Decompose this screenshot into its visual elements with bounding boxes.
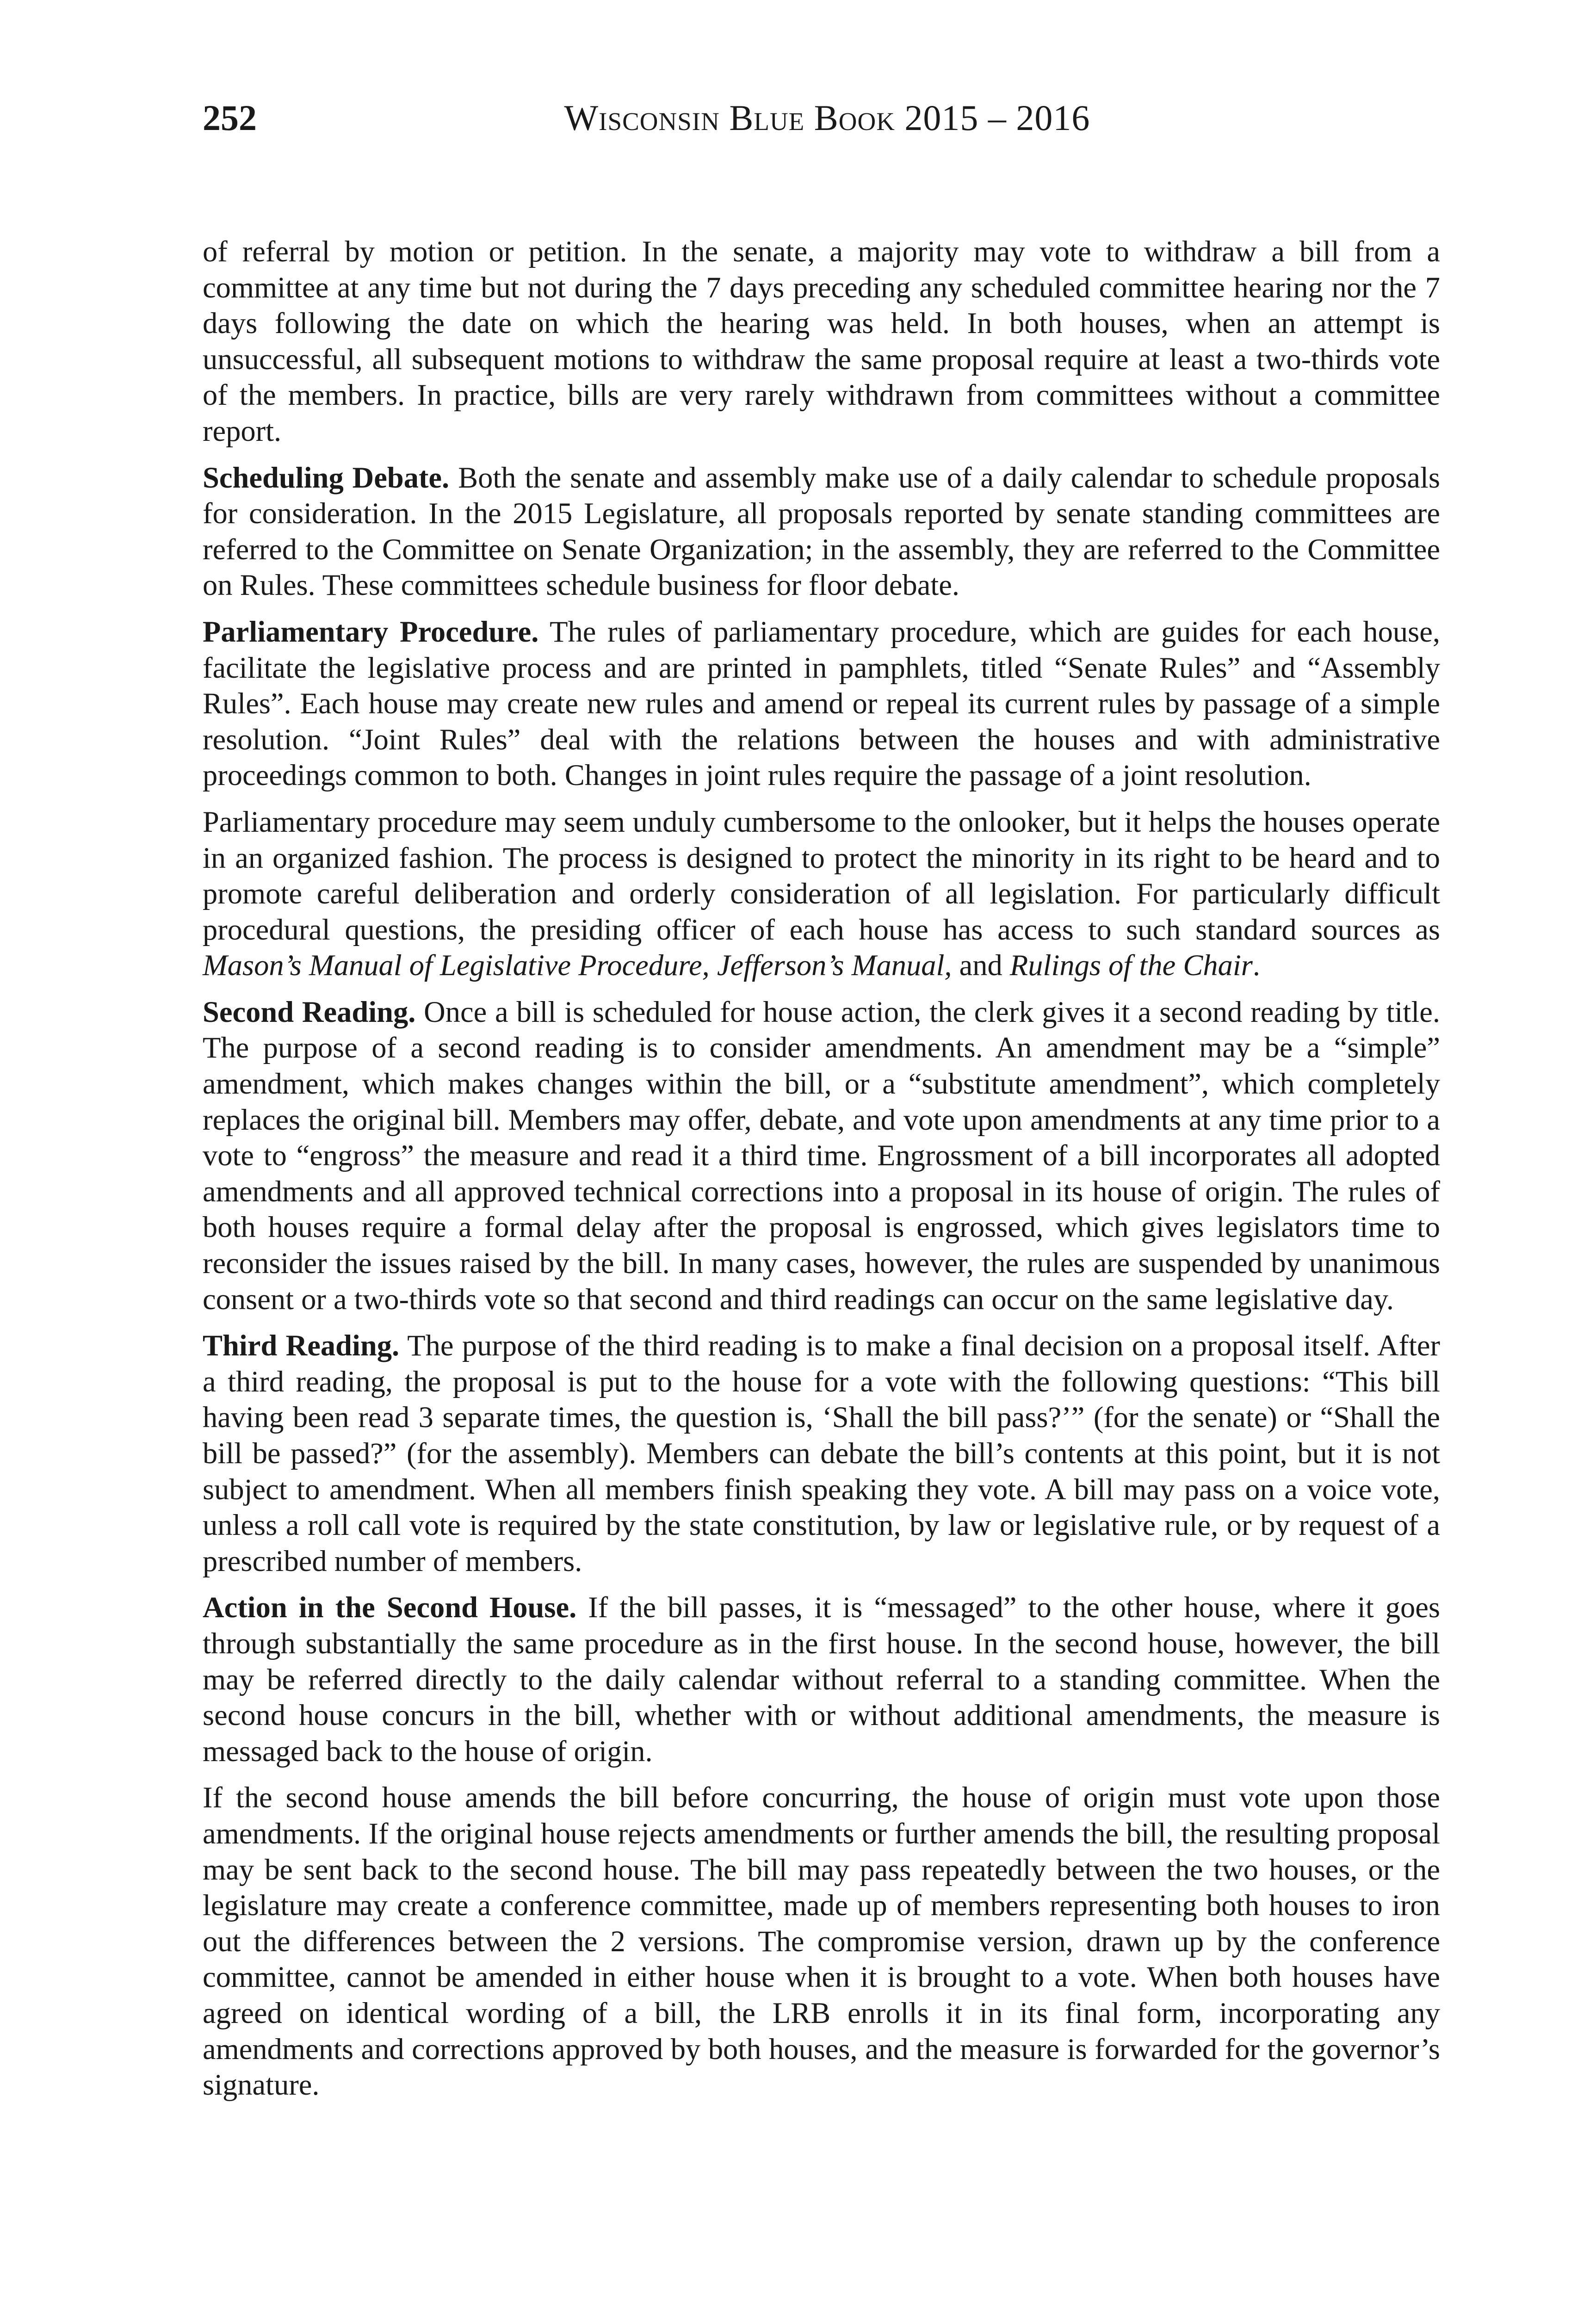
paragraph-amendments-conference: [203, 1780, 1440, 2103]
paragraph-third-reading: [203, 1328, 1440, 1579]
citation-rulings-of-the-chair: Rulings of the Chair: [1009, 949, 1253, 982]
paragraph-text: Both the senate and assembly make use of a daily calendar to schedule proposals for consideration. In the 2015 Legislature, all proposals reported by senate standing committees are referred to the Committee on Senate Organization; in the assembly, they are referred to the Committee on Rules. These committees schedule business for floor debate.: [203, 461, 1440, 602]
paragraph-text-join: and: [952, 949, 1010, 982]
paragraph-text-end: .: [1252, 949, 1260, 982]
book-title: Wisconsin Blue Book 2015 – 2016: [564, 98, 1090, 138]
citation-manuals: Mason’s Manual of Legislative Procedure, Jefferson’s Manual,: [203, 949, 952, 982]
section-heading-scheduling-debate: Scheduling Debate.: [203, 461, 450, 494]
running-head: [203, 95, 1452, 146]
section-heading-third-reading: Third Reading.: [203, 1329, 400, 1362]
paragraph-text: If the bill passes, it is “messaged” to the other house, where it goes through substantially the same procedure as in the first house. In the second house, however, the bill may be referred directly to the daily calendar without referral to a standing committee. When the second house concurs in the bill, whether with or without additional amendments, the measure is messaged back to the house of origin.: [203, 1591, 1440, 1768]
paragraph-text: Once a bill is scheduled for house action, the clerk gives it a second reading by title. The purpose of a second reading is to consider amendments. An amendment may be a “simple” amendment, which makes changes within the bill, or a “substitute amendment”, which completely replaces the original bill. Members may offer, debate, and vote upon amendments at any time prior to a vote to “engross” the measure and read it a third time. Engrossment of a bill incorporates all adopted amendments and all approved technical corrections into a proposal in its house of origin. The rules of both houses require a formal delay after the proposal is engrossed, which gives legislators time to reconsider the issues raised by the bill. In many cases, however, the rules are suspended by unanimous consent or a two-thirds vote so that second and third readings can occur on the same legislative day.: [203, 995, 1440, 1316]
paragraph-action-second-house: [203, 1589, 1440, 1769]
section-heading-action-second-house: Action in the Second House.: [203, 1591, 577, 1624]
section-heading-second-reading: Second Reading.: [203, 995, 416, 1028]
section-heading-parliamentary-procedure: Parliamentary Procedure.: [203, 615, 539, 648]
page-number: 252: [203, 98, 257, 138]
paragraph-text: If the second house amends the bill before concurring, the house of origin must vote upon those amendments. If the original house rejects amendments or further amends the bill, the resulting proposal may be sent back to the second house. The bill may pass repeatedly between the two houses, or the legislature may create a conference committee, made up of members representing both houses to iron out the differences between the 2 versions. The compromise version, drawn up by the conference committee, cannot be amended in either house when it is brought to a vote. When both houses have agreed on identical wording of a bill, the LRB enrolls it in its final form, incorporating any amendments and corrections approved by both houses, and the measure is forwarded for the governor’s signature.: [203, 1781, 1440, 2102]
paragraph-second-reading: [203, 994, 1440, 1317]
paragraph-text: The rules of parliamentary procedure, which are guides for each house, facilitate the legislative process and are printed in pamphlets, titled “Senate Rules” and “Assembly Rules”. Each house may create new rules and amend or repeal its current rules by passage of a simple resolution. “Joint Rules” deal with the relations between the houses and with administrative proceedings common to both. Changes in joint rules require the passage of a joint resolution.: [203, 615, 1440, 792]
paragraph-procedure-sources: [203, 804, 1440, 983]
paragraph-text: Parliamentary procedure may seem unduly cumbersome to the onlooker, but it helps the houses operate in an organized fashion. The process is designed to protect the minority in its right to be heard and to promote careful deliberation and orderly consideration of all legislation. For particularly difficult procedural questions, the presiding officer of each house has access to such standard sources as: [203, 805, 1440, 946]
paragraph-parliamentary-procedure: [203, 614, 1440, 793]
paragraph-text: of referral by motion or petition. In the senate, a majority may vote to withdraw a bill from a committee at any time but not during the 7 days preceding any scheduled committee hearing nor the 7 days following the date on which the hearing was held. In both houses, when an attempt is unsuccessful, all subsequent motions to withdraw the same proposal require at least a two-thirds vote of the members. In practice, bills are very rarely withdrawn from committees without a committee report.: [203, 235, 1440, 447]
paragraph-withdrawal: [203, 234, 1440, 449]
paragraph-scheduling-debate: [203, 460, 1440, 603]
body-text: [203, 234, 1440, 2114]
paragraph-text: The purpose of the third reading is to make a final decision on a proposal itself. After a third reading, the proposal is put to the house for a vote with the following questions: “This bill having been read 3 separate times, the question is, ‘Shall the bill pass?’” (for the senate) or “Shall the bill be passed?” (for the assembly). Members can debate the bill’s contents at this point, but it is not subject to amendment. When all members finish speaking they vote. A bill may pass on a voice vote, unless a roll call vote is required by the state constitution, by law or legislative rule, or by request of a prescribed number of members.: [203, 1329, 1440, 1577]
